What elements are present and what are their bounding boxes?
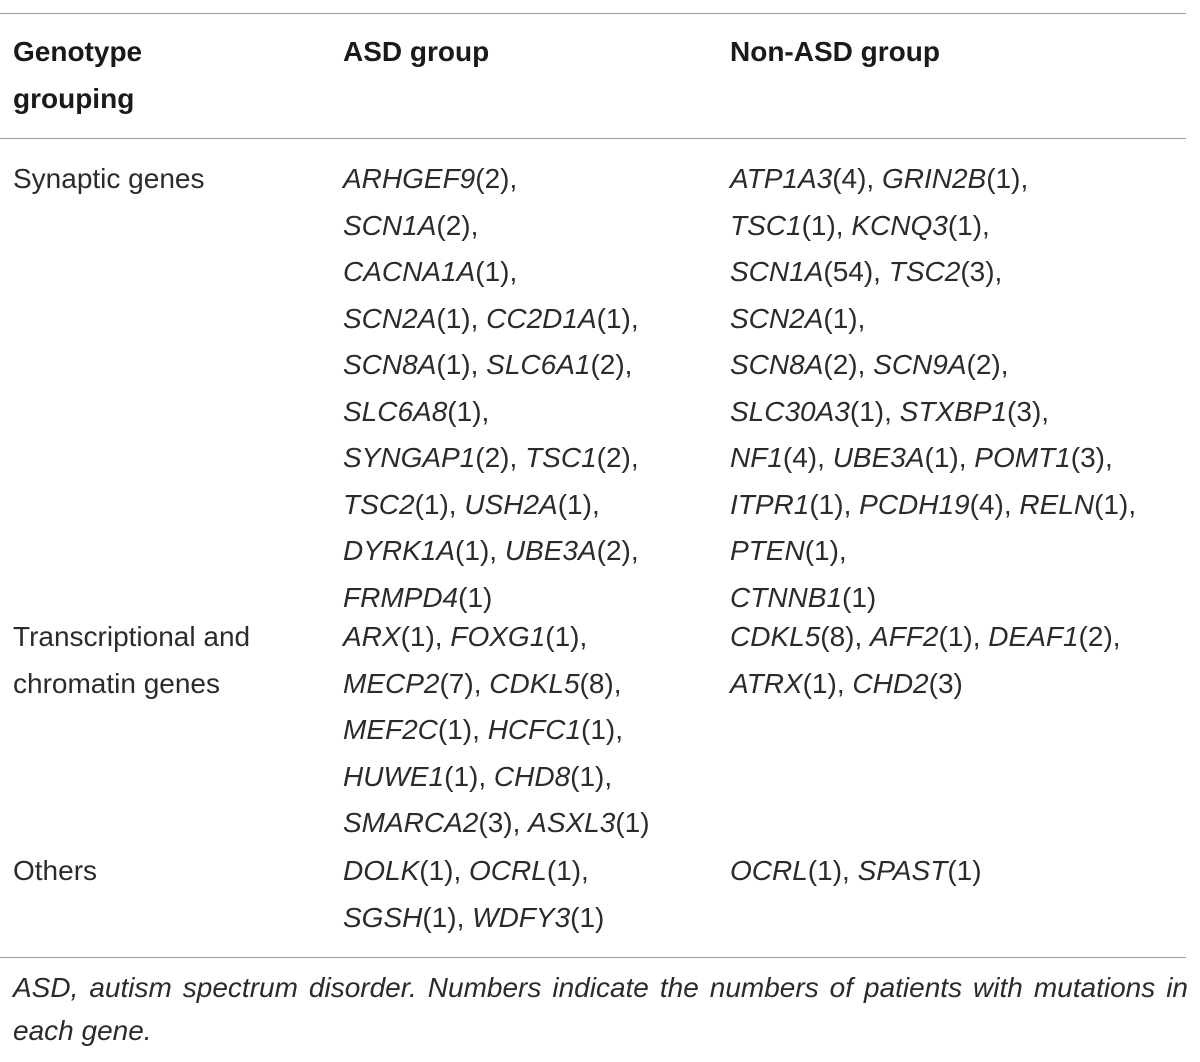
gene-list-line xyxy=(343,389,713,436)
group-label-line-2: chromatin genes xyxy=(13,667,221,699)
gene-name: SCN2A xyxy=(343,302,437,334)
patient-count: (3), xyxy=(478,807,529,838)
gene-name: DOLK xyxy=(343,855,420,886)
gene-name: SMARCA2 xyxy=(343,807,479,838)
gene-name: GRIN2B xyxy=(881,163,987,194)
gene-name: TSC2 xyxy=(888,256,961,287)
patient-count: (1), xyxy=(436,302,487,334)
row-transcriptional-group xyxy=(13,614,318,707)
patient-count: (2), xyxy=(596,535,639,566)
patient-count: (1), xyxy=(802,667,853,699)
gene-name: SYNGAP1 xyxy=(343,442,476,473)
gene-name: CHD8 xyxy=(493,760,571,792)
gene-name: WDFY3 xyxy=(472,901,571,933)
gene-name: ARHGEF9 xyxy=(343,163,476,194)
gene-name: SPAST xyxy=(857,855,948,886)
gene-name: SCN8A xyxy=(343,349,437,380)
row-others-non-asd-genes xyxy=(730,848,1190,895)
gene-name: TSC1 xyxy=(525,442,597,473)
gene-list-line xyxy=(343,661,713,708)
patient-count: (1), xyxy=(986,163,1029,194)
gene-name: PCDH19 xyxy=(859,488,970,520)
patient-count: (4), xyxy=(969,488,1020,520)
gene-list-line xyxy=(730,389,1190,436)
gene-name: MEF2C xyxy=(343,714,438,745)
patient-count: (8), xyxy=(579,667,622,699)
patient-count: (1) xyxy=(842,581,877,613)
patient-count: (1), xyxy=(444,760,494,792)
group-label: Others xyxy=(13,855,98,886)
gene-name: SCN1A xyxy=(730,256,824,287)
gene-list-line xyxy=(730,528,1190,575)
row-transcriptional-asd-genes xyxy=(343,614,713,847)
gene-name: UBE3A xyxy=(504,535,597,566)
gene-list-line xyxy=(730,661,1190,708)
gene-list-line xyxy=(343,707,713,754)
gene-name: CDKL5 xyxy=(730,621,821,652)
gene-list-line xyxy=(343,614,713,661)
gene-name: HUWE1 xyxy=(343,760,445,792)
gene-name: ATP1A3 xyxy=(730,163,833,194)
gene-list-line xyxy=(343,342,713,389)
header-genotype-line-2: grouping xyxy=(13,82,135,114)
table-header-rule xyxy=(0,138,1186,139)
gene-list-line xyxy=(730,435,1190,482)
group-label-line-1: Transcriptional and xyxy=(13,621,251,652)
gene-list-line xyxy=(343,296,713,343)
gene-name: DYRK1A xyxy=(343,535,456,566)
patient-count: (1), xyxy=(422,901,473,933)
patient-count: (1), xyxy=(400,621,451,652)
gene-list-line xyxy=(730,848,1190,895)
gene-name: AFF2 xyxy=(870,621,939,652)
gene-list-line xyxy=(343,435,713,482)
patient-count: (1), xyxy=(849,395,900,427)
gene-name: ITPR1 xyxy=(730,488,810,520)
gene-name: SLC30A3 xyxy=(730,395,850,427)
gene-name: OCRL xyxy=(469,855,547,886)
patient-count: (1), xyxy=(809,488,860,520)
patient-count: (1), xyxy=(557,488,600,520)
gene-name: POMT1 xyxy=(974,442,1071,473)
patient-count: (1), xyxy=(581,714,624,745)
patient-count: (7), xyxy=(439,667,490,699)
gene-name: ASXL3 xyxy=(528,807,616,838)
gene-name: TSC1 xyxy=(730,209,802,241)
patient-count: (2), xyxy=(475,442,526,473)
patient-count: (2), xyxy=(966,349,1009,380)
patient-count: (54), xyxy=(823,256,889,287)
gene-list-line xyxy=(343,203,713,250)
gene-list-line xyxy=(730,482,1190,529)
patient-count: (1) xyxy=(458,581,493,613)
header-asd-label: ASD group xyxy=(343,36,490,67)
patient-count: (1), xyxy=(437,714,488,745)
patient-count: (2), xyxy=(436,209,479,241)
patient-count: (3), xyxy=(960,256,1003,287)
gene-list-line xyxy=(730,614,1190,661)
patient-count: (4), xyxy=(782,442,833,473)
patient-count: (2), xyxy=(475,163,518,194)
patient-count: (1), xyxy=(545,621,588,652)
gene-list-line xyxy=(343,249,713,296)
patient-count: (1) xyxy=(615,807,650,838)
gene-list-line xyxy=(730,296,1190,343)
table-footnote: ASD, autism spectrum disorder. Numbers indicate the numbers of patients with mutations in each gene. xyxy=(13,972,1188,1046)
patient-count: (1), xyxy=(596,302,639,334)
patient-count: (2), xyxy=(1078,621,1121,652)
patient-count: (1), xyxy=(419,855,470,886)
gene-name: RELN xyxy=(1019,488,1095,520)
gene-list-line xyxy=(343,156,713,203)
gene-list-line xyxy=(343,848,713,895)
patient-count: (3), xyxy=(1070,442,1113,473)
patient-count: (1), xyxy=(924,442,975,473)
gene-name: SLC6A8 xyxy=(343,395,448,427)
patient-count: (1), xyxy=(436,349,487,380)
patient-count: (3), xyxy=(1007,395,1050,427)
gene-name: CDKL5 xyxy=(489,667,580,699)
patient-count: (1), xyxy=(475,256,518,287)
patient-count: (2), xyxy=(590,349,633,380)
gene-name: USH2A xyxy=(464,488,558,520)
gene-name: CHD2 xyxy=(852,667,929,699)
gene-name: HCFC1 xyxy=(487,714,582,745)
gene-name: ARX xyxy=(343,621,401,652)
gene-name: NF1 xyxy=(730,442,783,473)
patient-count: (1), xyxy=(414,488,465,520)
gene-list-line xyxy=(730,156,1190,203)
header-asd-group xyxy=(343,29,713,76)
patient-count: (2), xyxy=(596,442,639,473)
patient-count: (1), xyxy=(455,535,505,566)
gene-name: SCN1A xyxy=(343,209,437,241)
gene-list-line xyxy=(343,895,713,942)
table-bottom-rule xyxy=(0,957,1186,958)
header-genotype-line-1: Genotype xyxy=(13,36,143,67)
row-synaptic-non-asd-genes xyxy=(730,156,1190,621)
gene-list-line xyxy=(343,800,713,847)
patient-count: (1), xyxy=(570,760,613,792)
table-top-rule xyxy=(0,13,1186,14)
patient-count: (1), xyxy=(807,855,858,886)
gene-list-line xyxy=(730,203,1190,250)
gene-name: DEAF1 xyxy=(988,621,1079,652)
gene-name: CACNA1A xyxy=(343,256,476,287)
row-transcriptional-non-asd-genes xyxy=(730,614,1190,707)
gene-name: CTNNB1 xyxy=(730,581,843,613)
gene-name: CC2D1A xyxy=(486,302,597,334)
gene-name: SCN2A xyxy=(730,302,824,334)
gene-name: ATRX xyxy=(730,667,803,699)
patient-count: (2), xyxy=(823,349,874,380)
gene-name: OCRL xyxy=(730,855,808,886)
patient-count: (3) xyxy=(928,667,963,699)
gene-name: FOXG1 xyxy=(450,621,546,652)
patient-count: (1), xyxy=(823,302,866,334)
gene-name: SLC6A1 xyxy=(486,349,591,380)
gene-name: SGSH xyxy=(343,901,423,933)
gene-name: SCN8A xyxy=(730,349,824,380)
row-others-asd-genes xyxy=(343,848,713,941)
patient-count: (1), xyxy=(804,535,847,566)
gene-name: KCNQ3 xyxy=(851,209,948,241)
gene-list-line xyxy=(343,482,713,529)
patient-count: (1) xyxy=(570,901,605,933)
row-synaptic-asd-genes xyxy=(343,156,713,621)
row-others-group xyxy=(13,848,318,895)
gene-name: PTEN xyxy=(730,535,805,566)
row-synaptic-group xyxy=(13,156,318,203)
patient-count: (1), xyxy=(947,209,990,241)
patient-count: (1), xyxy=(447,395,490,427)
gene-list-line xyxy=(730,342,1190,389)
patient-count: (1), xyxy=(938,621,989,652)
group-label: Synaptic genes xyxy=(13,163,205,194)
header-genotype-grouping xyxy=(13,29,318,122)
gene-name: FRMPD4 xyxy=(343,581,459,613)
gene-list-line xyxy=(730,249,1190,296)
gene-name: MECP2 xyxy=(343,667,440,699)
gene-list-line xyxy=(343,528,713,575)
patient-count: (1), xyxy=(1094,488,1137,520)
patient-count: (1) xyxy=(947,855,982,886)
patient-count: (8), xyxy=(820,621,871,652)
patient-count: (1), xyxy=(546,855,589,886)
gene-list-line xyxy=(343,754,713,801)
gene-name: UBE3A xyxy=(832,442,925,473)
header-non-asd-label: Non-ASD group xyxy=(730,36,940,67)
patient-count: (1), xyxy=(801,209,852,241)
gene-name: STXBP1 xyxy=(899,395,1008,427)
gene-name: SCN9A xyxy=(873,349,967,380)
gene-name: TSC2 xyxy=(343,488,415,520)
patient-count: (4), xyxy=(832,163,882,194)
header-non-asd-group xyxy=(730,29,1190,76)
